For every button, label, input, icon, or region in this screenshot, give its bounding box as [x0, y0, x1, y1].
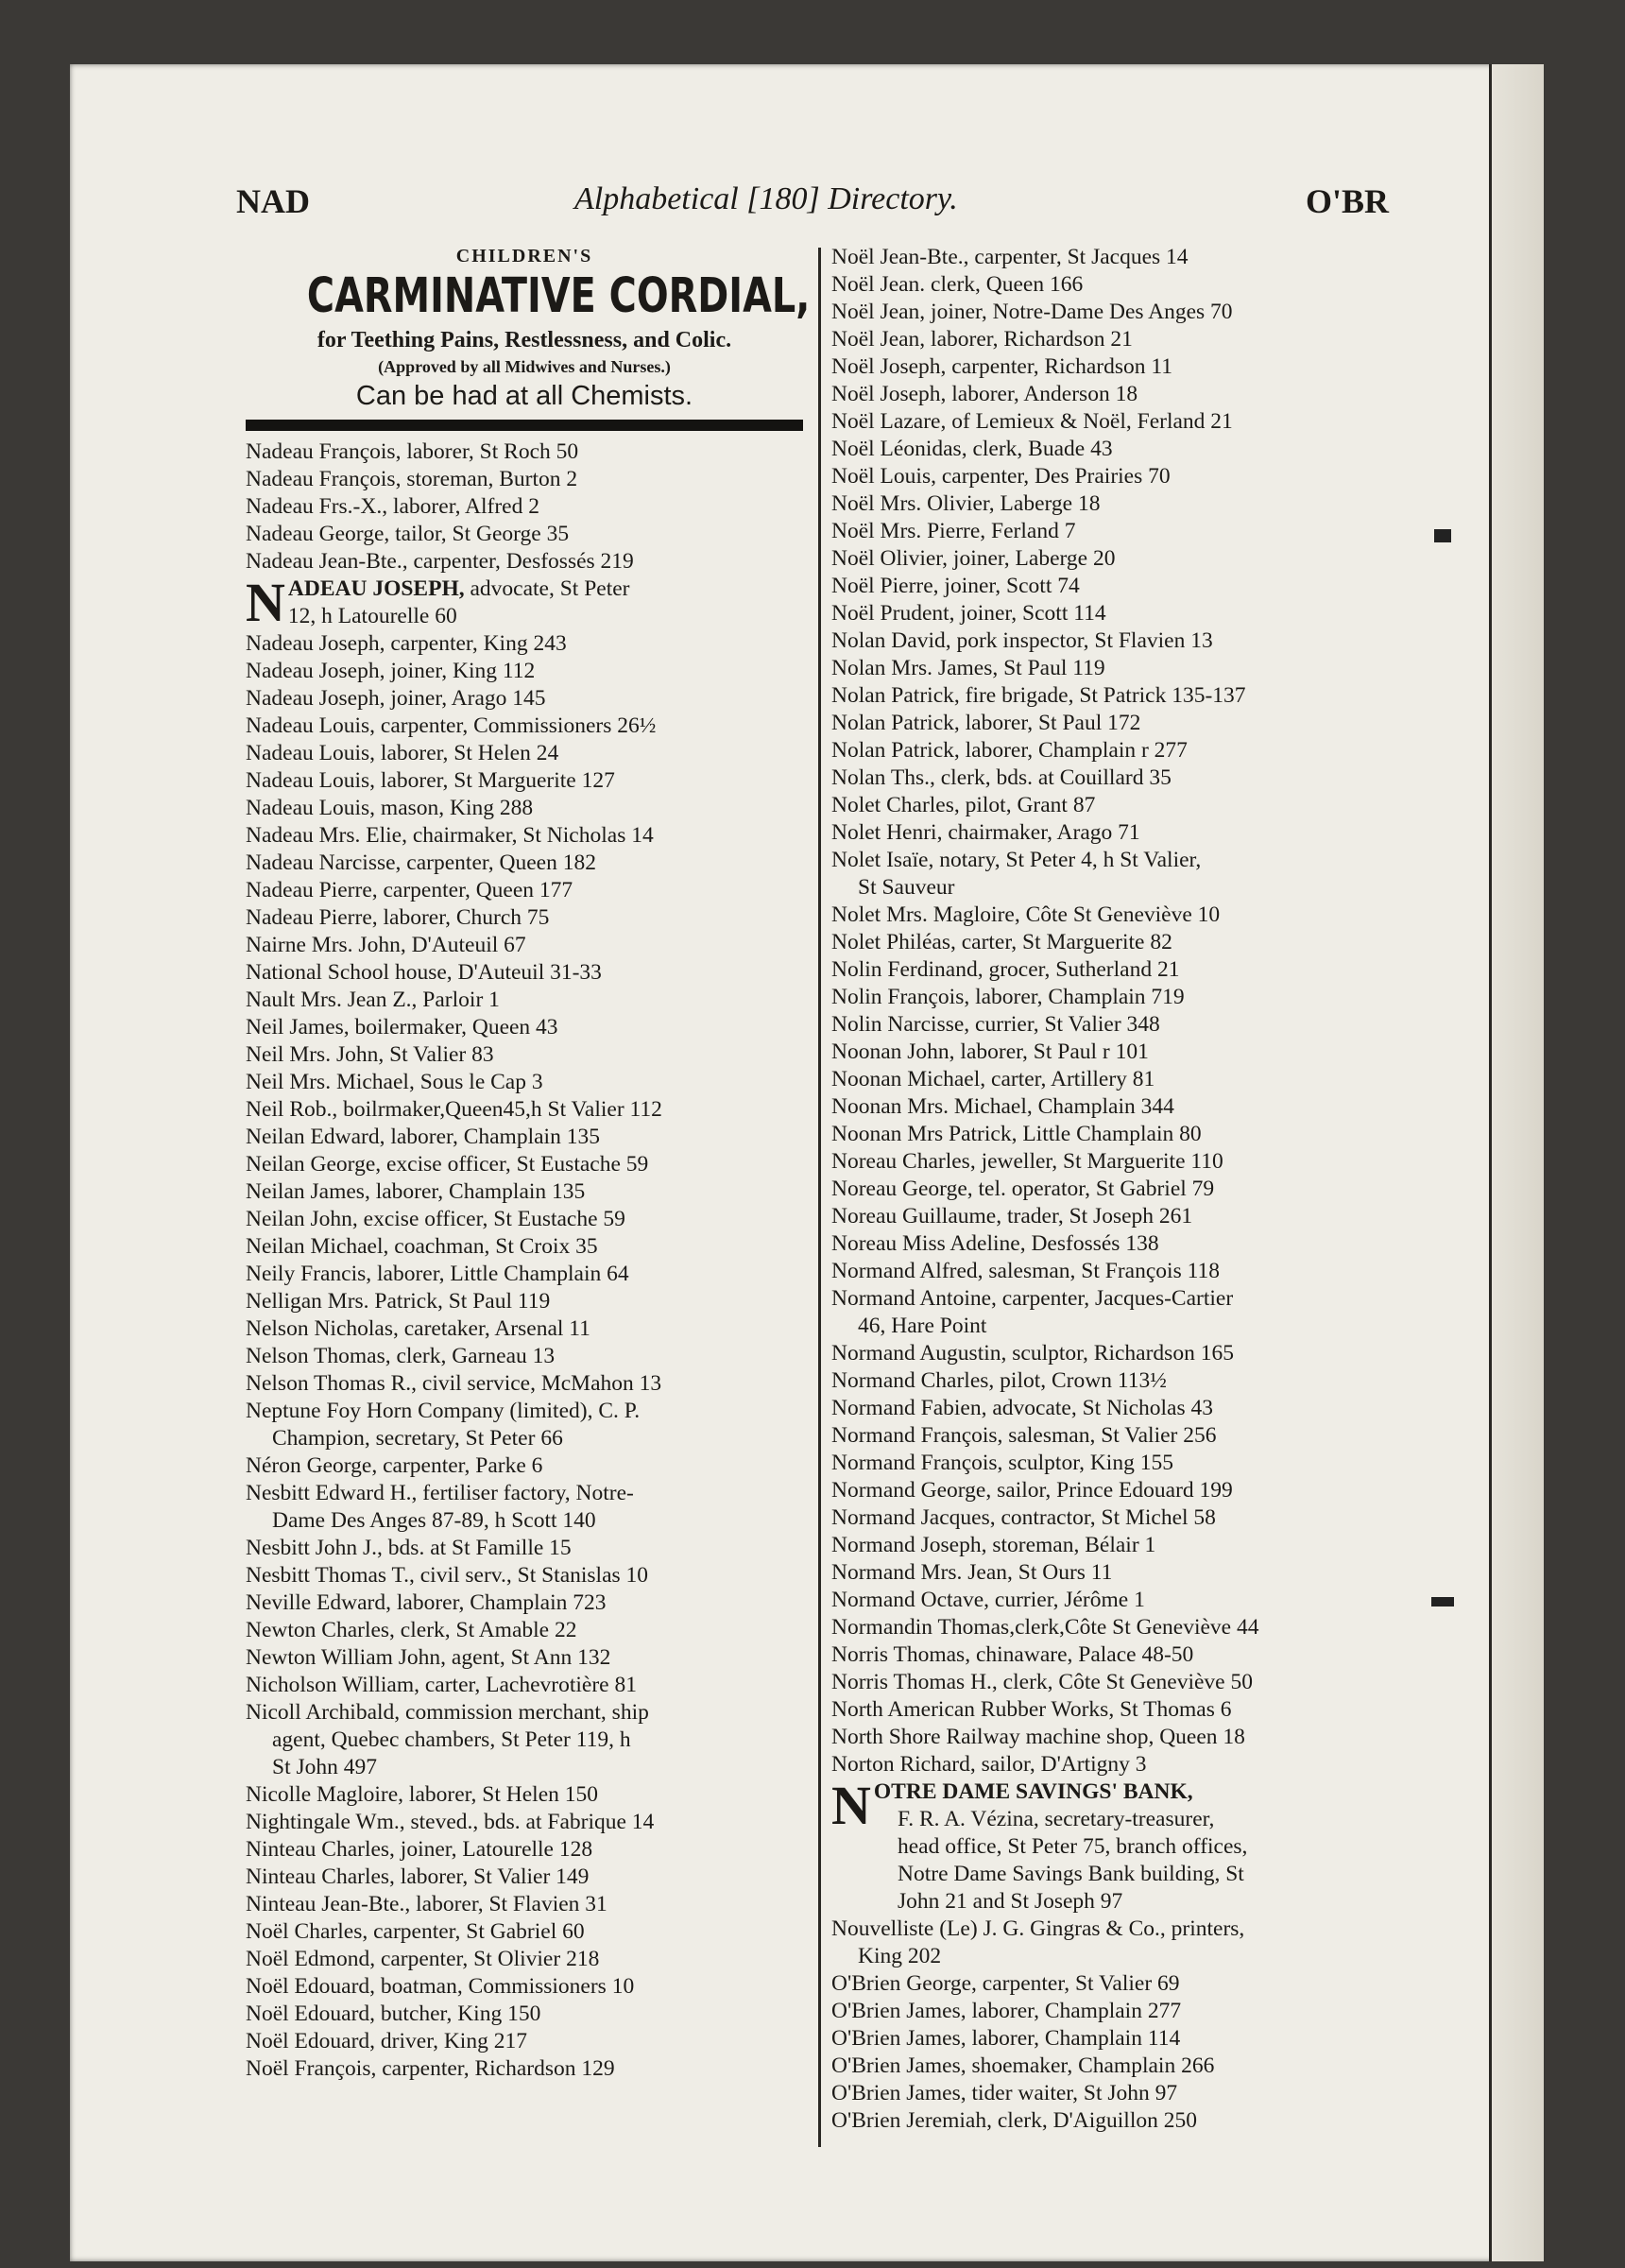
list-item: Nolan Patrick, laborer, Champlain r 277	[831, 738, 1188, 763]
ad-line-1: CHILDREN'S	[455, 246, 593, 266]
list-item: North American Rubber Works, St Thomas 6	[831, 1697, 1232, 1722]
list-item: Noonan Mrs Patrick, Little Champlain 80	[831, 1122, 1202, 1146]
header-right: O'BR	[1305, 182, 1389, 220]
entry-list	[246, 438, 803, 576]
list-item: Noël Lazare, of Lemieux & Noël, Ferland 21	[831, 409, 1233, 434]
list-item: Noël Prudent, joiner, Scott 114	[831, 601, 1106, 626]
list-item: Nolan David, pork inspector, St Flavien 13	[831, 628, 1213, 653]
list-item: Nolan Ths., clerk, bds. at Couillard 35	[831, 765, 1172, 790]
list-item: Nadeau Louis, laborer, St Marguerite 127	[246, 768, 615, 793]
list-item: Nolin Narcisse, currier, St Valier 348	[831, 1012, 1160, 1037]
list-item: Norris Thomas H., clerk, Côte St Geneviève 50	[831, 1670, 1253, 1694]
list-item: Nolet Isaïe, notary, St Peter 4, h St Valier,	[831, 848, 1202, 872]
list-item: Noreau Miss Adeline, Desfossés 138	[831, 1231, 1159, 1256]
list-item: Noël Edouard, boatman, Commissioners 10	[246, 1974, 635, 1999]
list-item: Noreau Charles, jeweller, St Marguerite 110	[831, 1149, 1223, 1174]
list-item: Ninteau Jean-Bte., laborer, St Flavien 31	[246, 1892, 607, 1916]
list-item: Noël Edmond, carpenter, St Olivier 218	[246, 1947, 600, 1971]
list-item: Nadeau Mrs. Elie, chairmaker, St Nicholas 14	[246, 823, 654, 848]
list-item: Normand François, sculptor, King 155	[831, 1451, 1173, 1475]
list-item: Nadeau Pierre, laborer, Church 75	[246, 905, 550, 930]
list-item: Nolet Henri, chairmaker, Arago 71	[831, 820, 1140, 845]
advertisement	[246, 246, 811, 431]
list-item: Nesbitt John J., bds. at St Famille 15	[246, 1536, 572, 1560]
list-item: Neily Francis, laborer, Little Champlain 64	[246, 1262, 629, 1286]
list-item: Nadeau Joseph, joiner, King 112	[246, 659, 536, 683]
list-item: Neil Rob., boilrmaker,Queen45,h St Valier 112	[246, 1097, 662, 1122]
list-item: Nouvelliste (Le) J. G. Gingras & Co., printers,	[831, 1916, 1245, 1941]
list-item: Normand Alfred, salesman, St François 118	[831, 1259, 1220, 1283]
binding-mark	[1431, 1597, 1454, 1606]
list-item: Noël François, carpenter, Richardson 129	[246, 2056, 615, 2081]
left-column	[246, 246, 811, 2083]
drop-initial: N	[246, 572, 285, 633]
entry-list	[831, 244, 1417, 1778]
list-item: O'Brien James, tider waiter, St John 97	[831, 2081, 1178, 2105]
list-item: O'Brien Jeremiah, clerk, D'Aiguillon 250	[831, 2108, 1197, 2133]
list-item: Nolet Philéas, carter, St Marguerite 82	[831, 930, 1172, 954]
list-item: Nadeau Narcisse, carpenter, Queen 182	[246, 850, 596, 875]
featured-detail: advocate, St Peter	[464, 576, 630, 601]
list-item: Nelligan Mrs. Patrick, St Paul 119	[246, 1289, 551, 1314]
list-item: Normand Fabien, advocate, St Nicholas 43	[831, 1396, 1213, 1420]
list-item: Newton William John, agent, St Ann 132	[246, 1645, 611, 1670]
list-item: Nelson Nicholas, caretaker, Arsenal 11	[246, 1316, 590, 1341]
list-item: Normand Charles, pilot, Crown 113½	[831, 1368, 1167, 1393]
list-item: Nadeau Louis, carpenter, Commissioners 26½	[246, 713, 657, 738]
featured-name: ADEAU JOSEPH,	[287, 576, 465, 601]
list-item: Neville Edward, laborer, Champlain 723	[246, 1590, 607, 1615]
list-item: Noël Mrs. Olivier, Laberge 18	[831, 491, 1101, 516]
list-item: North Shore Railway machine shop, Queen 18	[831, 1725, 1245, 1749]
list-item: Nicholson William, carter, Lachevrotière 81	[246, 1673, 637, 1697]
featured-entry	[246, 572, 803, 633]
featured-detail-line: Notre Dame Savings Bank building, St	[898, 1862, 1244, 1886]
ad-line-4: (Approved by all Midwives and Nurses.)	[378, 357, 671, 376]
list-item: Neil James, boilermaker, Queen 43	[246, 1015, 558, 1040]
list-item: Normand Octave, currier, Jérôme 1	[831, 1588, 1145, 1612]
list-item: Noël Jean, laborer, Richardson 21	[831, 327, 1133, 352]
featured-detail-line: 12, h Latourelle 60	[287, 604, 457, 628]
list-item: Néron George, carpenter, Parke 6	[246, 1453, 543, 1478]
list-item: Noël Olivier, joiner, Laberge 20	[831, 546, 1116, 571]
list-item: Champion, secretary, St Peter 66	[272, 1426, 563, 1451]
list-item: Neilan James, laborer, Champlain 135	[246, 1179, 586, 1204]
list-item: Noreau Guillaume, trader, St Joseph 261	[831, 1204, 1193, 1228]
list-item: Noël Edouard, driver, King 217	[246, 2029, 527, 2053]
drop-initial: N	[831, 1775, 871, 1836]
header-title: Alphabetical [180] Directory.	[574, 181, 958, 216]
list-item: Nolan Patrick, fire brigade, St Patrick 135-137	[831, 683, 1246, 708]
list-item: Neptune Foy Horn Company (limited), C. P.	[246, 1399, 641, 1423]
list-item: Neil Mrs. John, St Valier 83	[246, 1042, 494, 1067]
list-item: Ninteau Charles, joiner, Latourelle 128	[246, 1837, 593, 1862]
list-item: Normand Joseph, storeman, Bélair 1	[831, 1533, 1156, 1557]
list-item: Norris Thomas, chinaware, Palace 48-50	[831, 1642, 1194, 1667]
list-item: Neil Mrs. Michael, Sous le Cap 3	[246, 1070, 543, 1094]
list-item: Noël Joseph, laborer, Anderson 18	[831, 382, 1138, 406]
list-item: Nadeau Pierre, carpenter, Queen 177	[246, 878, 573, 902]
list-item: Normand François, salesman, St Valier 256	[831, 1423, 1217, 1448]
list-item: Nesbitt Edward H., fertiliser factory, Notre-	[246, 1481, 634, 1505]
list-item: Dame Des Anges 87-89, h Scott 140	[272, 1508, 596, 1533]
featured-detail-line: F. R. A. Vézina, secretary-treasurer,	[898, 1807, 1215, 1831]
list-item: O'Brien George, carpenter, St Valier 69	[831, 1971, 1180, 1996]
list-item: Neilan George, excise officer, St Eustache 59	[246, 1152, 649, 1177]
list-item: Normand Augustin, sculptor, Richardson 165	[831, 1341, 1234, 1366]
list-item: Noël Jean-Bte., carpenter, St Jacques 14	[831, 245, 1189, 269]
list-item: Neilan Michael, coachman, St Croix 35	[246, 1234, 598, 1259]
list-item: Nairne Mrs. John, D'Auteuil 67	[246, 933, 526, 957]
list-item: 46, Hare Point	[858, 1314, 987, 1338]
list-item: Noël Edouard, butcher, King 150	[246, 2002, 541, 2026]
list-item: St Sauveur	[858, 875, 955, 900]
list-item: Nadeau Louis, laborer, St Helen 24	[246, 741, 559, 765]
list-item: National School house, D'Auteuil 31-33	[246, 960, 602, 985]
list-item: Nadeau Joseph, carpenter, King 243	[246, 631, 567, 656]
list-item: Nicolle Magloire, laborer, St Helen 150	[246, 1782, 598, 1807]
list-item: Noonan Mrs. Michael, Champlain 344	[831, 1094, 1174, 1119]
list-item: Neilan Edward, laborer, Champlain 135	[246, 1125, 600, 1149]
list-item: Nolan Mrs. James, St Paul 119	[831, 656, 1105, 680]
list-item: Nolet Charles, pilot, Grant 87	[831, 793, 1096, 817]
list-item: Nadeau François, storeman, Burton 2	[246, 467, 578, 491]
column-divider	[818, 248, 821, 2147]
list-item: Normand George, sailor, Prince Edouard 199	[831, 1478, 1233, 1503]
list-item: Normand Mrs. Jean, St Ours 11	[831, 1560, 1113, 1585]
list-item: Nicoll Archibald, commission merchant, ship	[246, 1700, 649, 1725]
featured-detail-line: head office, St Peter 75, branch offices,	[898, 1834, 1248, 1859]
list-item: Nault Mrs. Jean Z., Parloir 1	[246, 988, 500, 1012]
list-item: Nadeau Joseph, joiner, Arago 145	[246, 686, 546, 711]
list-item: Nadeau Louis, mason, King 288	[246, 796, 534, 820]
list-item: Noël Pierre, joiner, Scott 74	[831, 574, 1080, 598]
featured-detail-line: John 21 and St Joseph 97	[898, 1889, 1123, 1914]
page-header	[168, 181, 1389, 229]
list-item: Normandin Thomas,clerk,Côte St Geneviève 44	[831, 1615, 1259, 1640]
list-item: Nadeau Jean-Bte., carpenter, Desfossés 219	[246, 549, 634, 574]
list-item: Nadeau George, tailor, St George 35	[246, 522, 570, 546]
list-item: Norton Richard, sailor, D'Artigny 3	[831, 1752, 1147, 1777]
list-item: Normand Antoine, carpenter, Jacques-Cartier	[831, 1286, 1234, 1311]
list-item: Noël Charles, carpenter, St Gabriel 60	[246, 1919, 585, 1944]
entry-list	[831, 1916, 1417, 2135]
list-item: Noonan Michael, carter, Artillery 81	[831, 1067, 1155, 1091]
ad-line-3: for Teething Pains, Restlessness, and Colic.	[316, 328, 732, 352]
list-item: Noël Jean. clerk, Queen 166	[831, 272, 1084, 297]
list-item: Nelson Thomas R., civil service, McMahon 13	[246, 1371, 662, 1396]
list-item: Noël Louis, carpenter, Des Prairies 70	[831, 464, 1171, 489]
list-item: Nightingale Wm., steved., bds. at Fabrique 14	[246, 1810, 655, 1834]
ad-line-5: Can be had at all Chemists.	[355, 381, 693, 411]
list-item: Nadeau François, laborer, St Roch 50	[246, 439, 579, 464]
list-item: Nadeau Frs.-X., laborer, Alfred 2	[246, 494, 539, 519]
list-item: Noonan John, laborer, St Paul r 101	[831, 1040, 1149, 1064]
list-item: Nelson Thomas, clerk, Garneau 13	[246, 1344, 556, 1368]
list-item: Noreau George, tel. operator, St Gabriel 79	[831, 1177, 1215, 1201]
ad-rule	[246, 420, 803, 431]
binding-mark	[1434, 529, 1451, 542]
entry-list	[246, 630, 803, 2083]
ad-headline: CARMINATIVE CORDIAL,	[306, 268, 811, 324]
header-left: NAD	[236, 182, 310, 220]
list-item: Noël Mrs. Pierre, Ferland 7	[831, 519, 1076, 543]
list-item: O'Brien James, laborer, Champlain 114	[831, 2026, 1181, 2051]
featured-name: OTRE DAME SAVINGS' BANK,	[873, 1779, 1193, 1804]
list-item: Noël Léonidas, clerk, Buade 43	[831, 437, 1113, 461]
list-item: Neilan John, excise officer, St Eustache 59	[246, 1207, 625, 1231]
list-item: agent, Quebec chambers, St Peter 119, h	[272, 1727, 631, 1752]
list-item: Nesbitt Thomas T., civil serv., St Stanislas 10	[246, 1563, 649, 1588]
list-item: Normand Jacques, contractor, St Michel 58	[831, 1505, 1216, 1530]
list-item: O'Brien James, laborer, Champlain 277	[831, 1999, 1182, 2023]
list-item: St John 497	[272, 1755, 377, 1779]
list-item: Noël Jean, joiner, Notre-Dame Des Anges 70	[831, 300, 1233, 324]
list-item: Noël Joseph, carpenter, Richardson 11	[831, 354, 1173, 379]
page-gutter	[1489, 64, 1544, 2261]
list-item: Nolin Ferdinand, grocer, Sutherland 21	[831, 957, 1180, 982]
list-item: Nolan Patrick, laborer, St Paul 172	[831, 711, 1141, 735]
right-column	[831, 244, 1417, 2135]
list-item: Newton Charles, clerk, St Amable 22	[246, 1618, 577, 1642]
list-item: Nolin François, laborer, Champlain 719	[831, 985, 1185, 1009]
list-item: Nolet Mrs. Magloire, Côte St Geneviève 10	[831, 902, 1221, 927]
list-item: Ninteau Charles, laborer, St Valier 149	[246, 1864, 590, 1889]
featured-entry	[831, 1775, 1417, 1916]
list-item: King 202	[858, 1944, 942, 1968]
list-item: O'Brien James, shoemaker, Champlain 266	[831, 2053, 1215, 2078]
